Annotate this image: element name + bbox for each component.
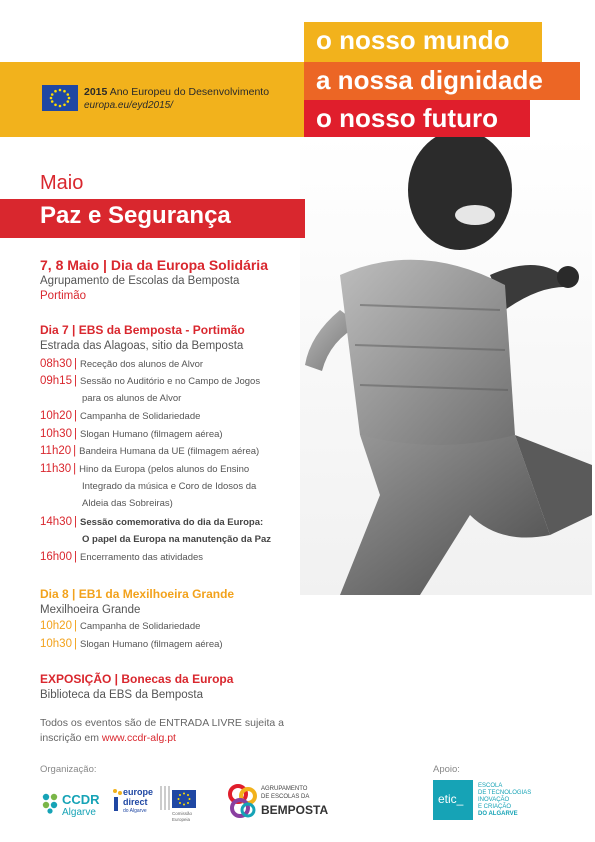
slogan-futuro: o nosso futuro: [304, 100, 530, 137]
schedule-time: 09h15: [40, 375, 72, 387]
exhibition-title: EXPOSIÇÃO | Bonecas da Europa: [40, 672, 234, 686]
schedule-time: 10h20: [40, 620, 72, 632]
schedule-desc: Slogan Humano (filmagem aérea): [79, 639, 223, 650]
month-label: Maio: [40, 172, 84, 194]
schedule-row: 11h20 | Bandeira Humana da UE (filmagem aérea): [40, 445, 260, 457]
schedule-row: 08h30 | Receção dos alunos de Alvor: [40, 358, 204, 370]
schedule-desc: Slogan Humano (filmagem aérea): [79, 429, 223, 440]
schedule-row: 09h15 | Sessão no Auditório e no Campo de Jogos: [40, 375, 261, 387]
schedule-row: 14h30 | Sessão comemorativa do dia da Europa:: [40, 516, 264, 528]
schedule-desc: Sessão comemorativa do dia da Europa:: [79, 517, 264, 528]
ccdr-logo: CCDR Algarve: [40, 788, 100, 822]
europe-direct-logo: europe direct do Algarve: [110, 783, 152, 827]
apoio-label: Apoio:: [433, 764, 460, 775]
day8-place: Mexilhoeira Grande: [40, 604, 141, 616]
schedule-row: 16h00 | Encerramento das atividades: [40, 551, 204, 563]
etic-logo: etic_ ESCOLA DE TECNOLOGIAS INOVAÇÃO E CRIAÇÃO DO ALGARVE: [433, 780, 543, 824]
schedule-time: 14h30: [40, 516, 72, 528]
comissao-europeia-logo: Comissão Europeia: [158, 784, 208, 828]
slogan-mundo: o nosso mundo: [304, 22, 542, 62]
schedule-desc: Receção dos alunos de Alvor: [79, 359, 204, 370]
schedule-time: 11h20: [40, 445, 72, 457]
schedule-desc: Campanha de Solidariedade: [79, 621, 201, 632]
schedule-time: 16h00: [40, 551, 72, 563]
theme-title: Paz e Segurança: [40, 202, 231, 229]
eu-year-title: 2015 Ano Europeu do Desenvolvimento: [84, 86, 270, 98]
event-city: Portimão: [40, 290, 87, 302]
schedule-row: 10h30 | Slogan Humano (filmagem aérea): [40, 428, 223, 440]
eu-year-url[interactable]: europa.eu/eyd2015/: [84, 100, 173, 111]
registration-link[interactable]: www.ccdr-alg.pt: [101, 732, 176, 744]
etic-logo-box: etic_: [433, 780, 473, 820]
schedule-row: 10h20 | Campanha de Solidariedade: [40, 620, 201, 632]
schedule-time: 08h30: [40, 358, 72, 370]
schedule-desc-cont: Aldeia das Sobreiras): [82, 498, 173, 509]
schedule-desc: Encerramento das atividades: [79, 552, 204, 563]
schedule-row: 10h30 | Slogan Humano (filmagem aérea): [40, 638, 223, 650]
event-organizer: Agrupamento de Escolas da Bemposta: [40, 275, 240, 287]
schedule-desc-cont: O papel da Europa na manutenção da Paz: [82, 534, 271, 545]
ccdr-logo-icon: [40, 792, 60, 814]
slogan-dignidade: a nossa dignidade: [304, 62, 580, 100]
schedule-desc: Hino da Europa (pelos alunos do Ensino: [79, 464, 250, 475]
footer-note-line1: Todos os eventos são de ENTRADA LIVRE sujeita a: [40, 717, 284, 729]
schedule-time: 10h30: [40, 638, 72, 650]
schedule-time: 10h20: [40, 410, 72, 422]
schedule-desc: Bandeira Humana da UE (filmagem aérea): [79, 446, 260, 457]
footer-note-line2: inscrição em www.ccdr-alg.pt: [40, 732, 176, 744]
eu-flag-icon: [42, 85, 78, 111]
jumping-child-photo: [300, 135, 592, 595]
organizacao-label: Organização:: [40, 764, 97, 775]
schedule-desc: Campanha de Solidariedade: [79, 411, 201, 422]
day8-title: Dia 8 | EB1 da Mexilhoeira Grande: [40, 587, 235, 601]
schedule-desc-cont: Integrado da música e Coro de Idosos da: [82, 481, 257, 492]
schedule-time: 11h30: [40, 463, 72, 475]
event-title: 7, 8 Maio | Dia da Europa Solidária: [40, 257, 268, 273]
day7-title: Dia 7 | EBS da Bemposta - Portimão: [40, 323, 245, 337]
schedule-desc-cont: para os alunos de Alvor: [82, 393, 182, 404]
schedule-row: 10h20 | Campanha de Solidariedade: [40, 410, 201, 422]
schedule-desc: Sessão no Auditório e no Campo de Jogos: [79, 376, 261, 387]
schedule-row: 11h30 | Hino da Europa (pelos alunos do Ensino: [40, 463, 250, 475]
bemposta-logo: AGRUPAMENTO DE ESCOLAS DA BEMPOSTA: [228, 782, 328, 826]
exhibition-place: Biblioteca da EBS da Bemposta: [40, 689, 204, 701]
day7-address: Estrada das Alagoas, sitio da Bemposta: [40, 340, 244, 352]
schedule-time: 10h30: [40, 428, 72, 440]
